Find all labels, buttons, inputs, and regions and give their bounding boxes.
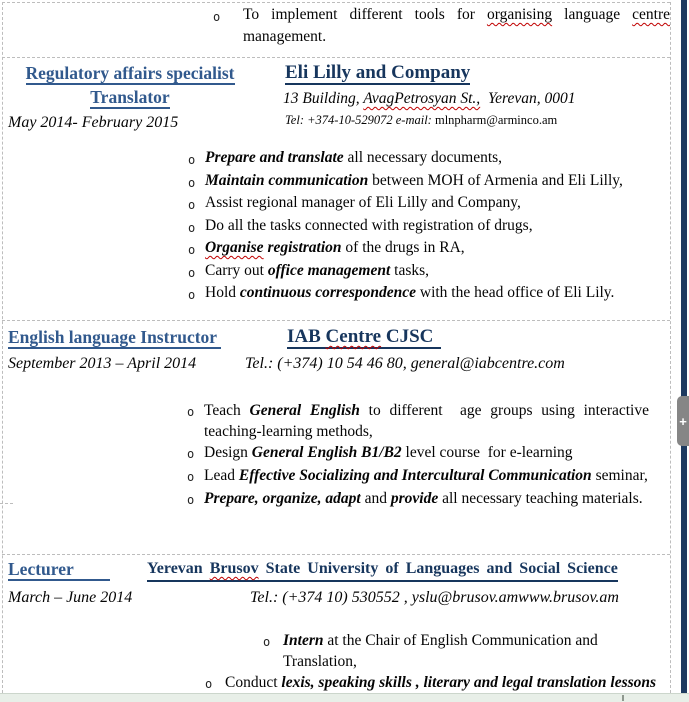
text-segment: of the drugs in RA, bbox=[341, 239, 465, 256]
job-subheader bbox=[8, 587, 672, 608]
text-segment: Effective Socializing and Intercultural Communication bbox=[238, 467, 592, 484]
list-item bbox=[180, 465, 672, 488]
job-title-line2: Translator bbox=[90, 87, 170, 107]
bullet-text bbox=[205, 148, 660, 171]
text-segment: Assist regional manager of Eli Lilly and Company, bbox=[205, 194, 521, 211]
table-border-left bbox=[2, 2, 3, 693]
company-name bbox=[285, 60, 672, 85]
text-segment: Conduct bbox=[225, 674, 282, 691]
bullet-marker-icon: o bbox=[213, 10, 221, 24]
text-segment: Prepare and translate bbox=[205, 149, 344, 166]
status-strip bbox=[0, 693, 689, 702]
text-segment: Do all the tasks connected with registration of drugs, bbox=[205, 216, 533, 234]
list-item bbox=[180, 238, 672, 261]
job-details-cell bbox=[180, 324, 672, 511]
side-panel-toggle[interactable] bbox=[677, 396, 689, 446]
row-separator bbox=[2, 57, 670, 58]
company-contact bbox=[285, 111, 672, 130]
company-name-text bbox=[285, 62, 470, 85]
job-dates: March – June 2014 bbox=[8, 589, 133, 606]
text-segment: Centre bbox=[325, 326, 382, 347]
list-item bbox=[204, 4, 670, 48]
text-segment: Eli Lilly and Company bbox=[285, 62, 471, 83]
text-segment: provide bbox=[390, 490, 439, 507]
bullet-text bbox=[204, 400, 649, 442]
text-segment: Yerevan, 0001 bbox=[480, 90, 576, 107]
company-name-text bbox=[287, 326, 441, 349]
row-separator bbox=[2, 320, 670, 321]
text-segment: language bbox=[552, 6, 633, 23]
text-segment: registration bbox=[263, 239, 342, 256]
company-name bbox=[147, 558, 670, 582]
list-item bbox=[180, 193, 672, 216]
text-segment: 13 Building, bbox=[283, 90, 364, 107]
text-segment: continuous correspondence bbox=[239, 284, 416, 301]
text-segment: mlnpharm@arminco.am bbox=[431, 113, 558, 127]
job-section bbox=[8, 557, 672, 695]
bullet-text bbox=[204, 488, 649, 511]
bullet-text bbox=[205, 261, 660, 284]
list-item bbox=[180, 216, 672, 239]
job-dates: September 2013 – April 2014 bbox=[8, 355, 197, 372]
text-segment: Yerevan bbox=[147, 560, 210, 577]
duties-list bbox=[180, 148, 672, 306]
text-segment: Tel.: (+374 10) 530552 , yslu@brusov.amwww.brusov.am bbox=[250, 589, 619, 606]
list-item bbox=[180, 442, 672, 465]
bullet-marker-icon: o bbox=[188, 288, 196, 302]
job-title-line1: English language Instructor bbox=[8, 327, 221, 349]
bullet-marker-icon: o bbox=[187, 405, 195, 419]
bullet-text bbox=[225, 672, 672, 695]
list-item bbox=[180, 171, 672, 194]
duties-list bbox=[180, 400, 672, 511]
text-segment: CJSC bbox=[381, 326, 434, 347]
bullet-marker-icon: o bbox=[187, 447, 195, 461]
bullet-text bbox=[204, 442, 649, 465]
bullet-marker-icon: o bbox=[188, 265, 196, 280]
text-segment: all necessary documents, bbox=[343, 149, 503, 166]
text-segment: organising bbox=[486, 6, 553, 23]
bullet-text bbox=[283, 630, 628, 672]
bullet-text bbox=[204, 465, 649, 488]
bullet-marker-icon: o bbox=[205, 677, 213, 691]
duties-list bbox=[8, 630, 672, 695]
table-border-top bbox=[2, 2, 670, 3]
text-segment: IAB bbox=[287, 326, 326, 347]
text-segment: AvagPetrosyan St., bbox=[363, 90, 481, 107]
row-separator bbox=[2, 554, 670, 555]
text-segment: General English B1/B2 bbox=[251, 444, 402, 461]
job-title-line1: Regulatory affairs specialist bbox=[25, 63, 235, 83]
bullet-marker-icon: o bbox=[187, 470, 195, 484]
text-segment: to different age groups using interactive teaching-learning methods, bbox=[204, 402, 649, 440]
bullet-marker-icon: o bbox=[188, 175, 196, 190]
company-name-text bbox=[147, 558, 618, 582]
status-strip-tick bbox=[622, 695, 624, 701]
company-contact bbox=[250, 587, 619, 608]
text-segment: Lead bbox=[204, 467, 239, 484]
text-segment: seminar, bbox=[591, 467, 648, 484]
text-segment: General English bbox=[249, 402, 360, 419]
company-contact bbox=[245, 353, 672, 374]
job-details-cell bbox=[180, 60, 672, 306]
list-item bbox=[205, 672, 672, 695]
bullet-text bbox=[205, 193, 660, 216]
text-segment: management. bbox=[243, 28, 327, 45]
text-segment: Carry out bbox=[205, 261, 268, 279]
bullet-marker-icon: o bbox=[188, 220, 196, 235]
text-segment: level course for e-learning bbox=[401, 444, 573, 461]
list-item bbox=[180, 148, 672, 171]
text-segment: Maintain communication bbox=[205, 171, 369, 189]
bullet-marker-icon: o bbox=[188, 153, 196, 167]
row-separator-partial bbox=[0, 503, 13, 504]
text-segment: between MOH of Armenia and Eli Lilly, bbox=[368, 171, 623, 189]
list-item bbox=[263, 630, 672, 672]
bullet-marker-icon: o bbox=[263, 635, 271, 649]
text-segment: all necessary teaching materials. bbox=[438, 490, 643, 507]
text-segment: Hold bbox=[205, 284, 240, 301]
text-segment: Teach bbox=[204, 402, 250, 419]
company-name bbox=[287, 324, 672, 349]
bullet-marker-icon: o bbox=[187, 493, 195, 507]
list-item bbox=[180, 488, 672, 511]
window-edge-strip bbox=[681, 0, 687, 693]
text-segment: with the head office of Eli Lily. bbox=[416, 284, 615, 301]
bullet-marker-icon: o bbox=[188, 243, 196, 257]
job-dates: May 2014- February 2015 bbox=[8, 114, 179, 131]
job-title-line1: Lecturer bbox=[8, 559, 110, 581]
text-segment: Brusov bbox=[209, 560, 259, 577]
bullet-text bbox=[205, 238, 660, 261]
bullet-text bbox=[205, 283, 660, 306]
text-segment: tasks, bbox=[390, 261, 430, 279]
text-segment: State University of Languages and Social Science bbox=[258, 560, 618, 577]
text-segment: and bbox=[360, 490, 391, 507]
bullet-text bbox=[205, 216, 660, 239]
text-segment: Prepare, organize, adapt bbox=[204, 490, 361, 507]
text-segment: To implement different tools for bbox=[243, 6, 487, 23]
text-segment: centre bbox=[632, 6, 670, 23]
company-address bbox=[283, 88, 672, 109]
text-segment: office management bbox=[267, 261, 391, 279]
text-segment: Tel: +374-10-529072 e-mail: bbox=[285, 113, 432, 127]
bullet-text bbox=[243, 4, 670, 48]
job-header bbox=[8, 557, 672, 583]
text-segment: lexis, speaking skills , literary and legal translation lessons bbox=[281, 674, 657, 691]
list-item bbox=[180, 400, 672, 442]
text-segment: Intern bbox=[283, 632, 324, 649]
bullet-text bbox=[205, 171, 660, 194]
list-item bbox=[180, 261, 672, 284]
job-title bbox=[8, 557, 110, 581]
text-segment: Tel.: (+374) 10 54 46 80, general@iabcentre.com bbox=[245, 355, 565, 372]
intro-section bbox=[204, 4, 670, 48]
text-segment: at the Chair of English Communication and Translation, bbox=[283, 632, 598, 670]
plus-icon: + bbox=[679, 413, 687, 429]
text-segment: Design bbox=[204, 444, 252, 461]
bullet-marker-icon: o bbox=[188, 198, 196, 212]
list-item bbox=[180, 283, 672, 306]
text-segment: Organise bbox=[205, 239, 264, 256]
